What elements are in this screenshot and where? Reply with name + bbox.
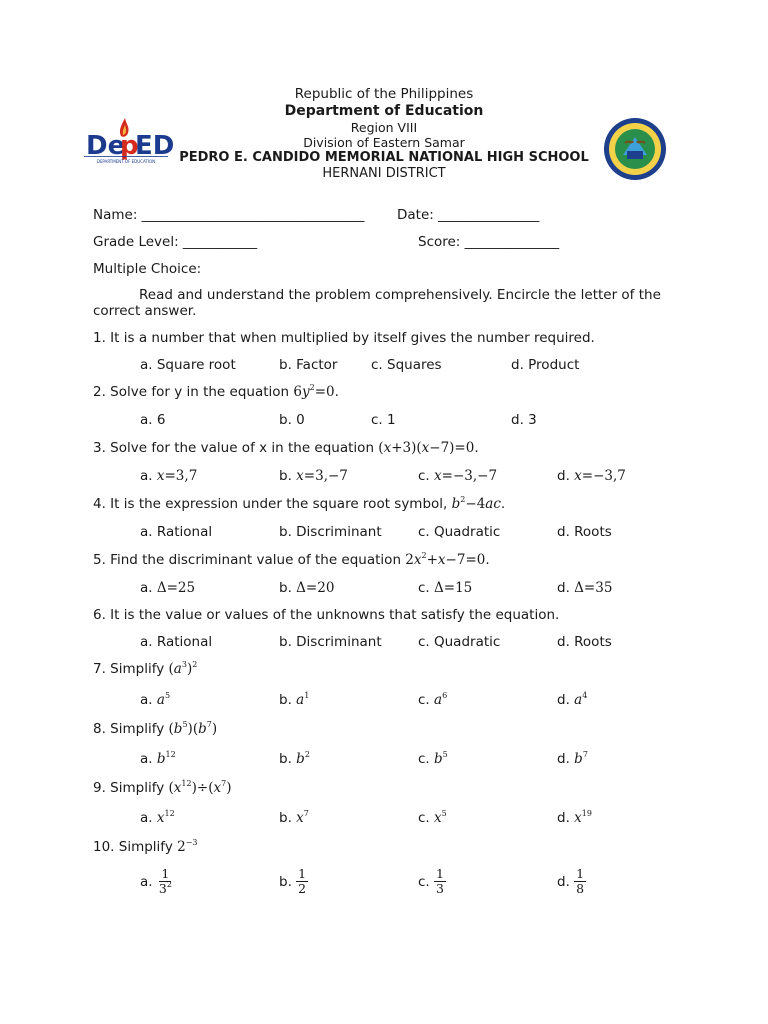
q9-choice-d[interactable]: d. $x^{19}$ [557, 809, 592, 826]
department-heading: Department of Education [284, 103, 484, 119]
q10-choice-c[interactable]: c. $\frac{1}{3}$ [418, 866, 444, 897]
question-8 [93, 721, 217, 737]
q1-choice-b[interactable]: b. Factor [279, 357, 338, 373]
q1-choice-d[interactable]: d. Product [511, 357, 580, 373]
q4-expression: $b^2-4ac$ [451, 495, 501, 512]
svg-text:p: p [120, 131, 139, 161]
date-field[interactable]: Date: _______________ [397, 207, 540, 223]
q8-choice-b[interactable]: b. $b^2$ [279, 750, 310, 767]
q3-equation: (x+3)(x−7)=0 [378, 440, 475, 456]
q4-choice-c[interactable]: c. Quadratic [418, 524, 501, 540]
q8-choice-a[interactable]: a. $b^{12}$ [140, 750, 176, 767]
q7-choice-a[interactable]: a. $a^5$ [140, 691, 171, 708]
question-5: 5. Find the discriminant value of the equation $2x^2+x-7=0$. [93, 551, 490, 568]
q7-choice-d[interactable]: d. $a^4$ [557, 691, 588, 708]
q7-choice-c[interactable]: c. $a^6$ [418, 691, 448, 708]
district-heading: HERNANI DISTRICT [322, 166, 446, 181]
q6-choice-c[interactable]: c. Quadratic [418, 634, 501, 650]
q5-equation: $2x^2+x-7=0$ [405, 551, 486, 568]
q4-choice-d[interactable]: d. Roots [557, 524, 612, 540]
school-heading: PEDRO E. CANDIDO MEMORIAL NATIONAL HIGH SCHOOL [179, 150, 589, 165]
question-3: 3. Solve for the value of x in the equation (x+3)(x−7)=0. [93, 440, 479, 456]
q1-choice-c[interactable]: c. Squares [371, 357, 442, 373]
svg-text:ED: ED [135, 131, 174, 161]
q10-choice-d[interactable]: d. $\frac{1}{8}$ [557, 866, 585, 897]
question-4: 4. It is the expression under the square root symbol, $b^2-4ac$. [93, 495, 506, 512]
region-heading: Region VIII [350, 120, 418, 135]
q7-choice-b[interactable]: b. $a^1$ [279, 691, 310, 708]
q2-choice-c[interactable]: c. 1 [371, 412, 396, 428]
q10-choice-a[interactable]: a. $\frac{1}{3^2}$ [140, 866, 172, 897]
svg-text:De: De [86, 131, 126, 161]
score-field[interactable]: Score: ______________ [418, 234, 560, 250]
question-2: 2. Solve for y in the equation $6y^2=0$. [93, 383, 339, 400]
q3-text: 3. Solve for the value of x in the equation [93, 440, 374, 456]
q9-choice-b[interactable]: b. $x^7$ [279, 809, 309, 826]
question-9 [93, 780, 231, 796]
q5-choice-a[interactable]: a. Δ=25 [140, 580, 196, 596]
q5-choice-b[interactable]: b. Δ=20 [279, 580, 335, 596]
q5-text: 5. Find the discriminant value of the equation [93, 552, 401, 568]
q10-expression: $2^{-3}$ [177, 838, 198, 855]
question-7 [93, 661, 197, 677]
q9-choice-a[interactable]: a. $x^{12}$ [140, 809, 175, 826]
q3-choice-c[interactable]: c. x=−3,−7 [418, 468, 498, 484]
name-field[interactable]: Name: _________________________________ [93, 207, 365, 223]
q3-choice-b[interactable]: b. x=3,−7 [279, 468, 348, 484]
q2-choice-b[interactable]: b. 0 [279, 412, 305, 428]
q9-expression: $(x^{12})\div(x^7)$ [168, 779, 232, 796]
question-1: 1. It is a number that when multiplied by itself gives the number required. [93, 330, 595, 346]
q9-choice-c[interactable]: c. $x^5$ [418, 809, 447, 826]
q10-text: 10. Simplify [93, 839, 173, 855]
division-heading: Division of Eastern Samar [303, 135, 465, 150]
section-title: Multiple Choice: [93, 261, 202, 277]
question-6: 6. It is the value or values of the unknowns that satisfy the equation. [93, 607, 560, 623]
q6-choice-b[interactable]: b. Discriminant [279, 634, 382, 650]
question-10 [93, 839, 198, 855]
q8-choice-d[interactable]: d. $b^7$ [557, 750, 588, 767]
q2-choice-d[interactable]: d. 3 [511, 412, 537, 428]
q5-choice-d[interactable]: d. Δ=35 [557, 580, 613, 596]
q8-text: 8. Simplify [93, 721, 165, 737]
instructions: Read and understand the problem comprehensively. Encircle the letter of the correct answer. [93, 287, 661, 319]
q4-choice-b[interactable]: b. Discriminant [279, 524, 382, 540]
q2-choice-a[interactable]: a. 6 [140, 412, 166, 428]
republic-heading: Republic of the Philippines [294, 86, 474, 102]
logo-subtext: DEPARTMENT OF EDUCATION [96, 159, 156, 164]
q8-expression: $(b^5)(b^7)$ [168, 720, 218, 737]
q3-choice-a[interactable]: a. x=3,7 [140, 468, 198, 484]
q2-text: 2. Solve for y in the equation [93, 384, 290, 400]
q4-text: 4. It is the expression under the square root symbol, [93, 496, 448, 512]
q4-choice-a[interactable]: a. Rational [140, 524, 213, 540]
q6-choice-a[interactable]: a. Rational [140, 634, 213, 650]
q5-choice-c[interactable]: c. Δ=15 [418, 580, 473, 596]
q6-choice-d[interactable]: d. Roots [557, 634, 612, 650]
q1-choice-a[interactable]: a. Square root [140, 357, 236, 373]
q10-choice-b[interactable]: b. $\frac{1}{2}$ [279, 866, 307, 897]
q7-expression: $(a^3)^2$ [168, 660, 198, 677]
q9-text: 9. Simplify [93, 780, 165, 796]
q7-text: 7. Simplify [93, 661, 165, 677]
q2-equation: $6y^2=0$ [293, 383, 335, 400]
q8-choice-c[interactable]: c. $b^5$ [418, 750, 448, 767]
q3-choice-d[interactable]: d. x=−3,7 [557, 468, 626, 484]
grade-level-field[interactable]: Grade Level: ___________ [93, 234, 258, 250]
